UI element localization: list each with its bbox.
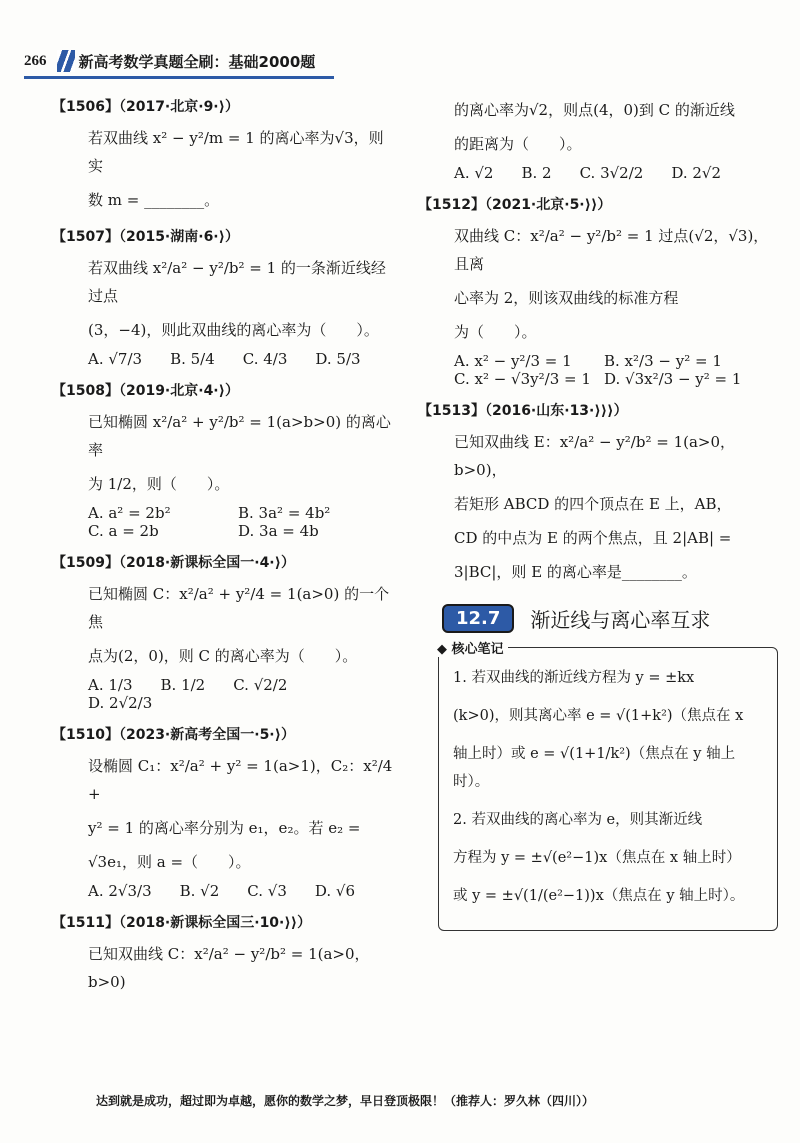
- core-note-box: [437, 642, 778, 931]
- option-row: [88, 350, 396, 368]
- question-line: 已知椭圆 C：x²/a² + y²/4 = 1(a>0) 的一个焦: [88, 585, 390, 631]
- question-header: [52, 912, 396, 932]
- option: D. 2√2: [671, 164, 722, 182]
- right-column: [418, 96, 772, 931]
- page-header: [24, 48, 315, 74]
- option: D. 5/3: [315, 350, 361, 368]
- question-source: （2019·北京·4·⟩）: [118, 383, 240, 399]
- question-id: 【1510】: [52, 727, 119, 743]
- note-line: 或 y = ±√(1/(e²−1))x（焦点在 y 轴上时）。: [453, 888, 745, 904]
- question-line: 点为(2，0)，则 C 的离心率为（ ）。: [88, 647, 358, 665]
- question-header: [418, 400, 772, 420]
- question-id: 【1513】: [418, 403, 485, 419]
- option-grid: [88, 504, 396, 540]
- header-stripe-icon: [57, 50, 75, 72]
- option-row: [88, 676, 396, 712]
- question-block: [418, 400, 772, 586]
- option: A. a² = 2b²: [88, 504, 171, 522]
- question-id: 【1512】: [418, 197, 485, 213]
- option: A. 2√3/3: [88, 882, 152, 900]
- question-line: 若双曲线 x²/a² − y²/b² = 1 的一条渐近线经过点: [88, 259, 386, 305]
- question-line: 3|BC|，则 E 的离心率是________。: [454, 563, 697, 581]
- question-line: 为 1/2，则（ ）。: [88, 475, 230, 493]
- question-header: [52, 96, 396, 116]
- option: B. x²/3 − y² = 1: [604, 352, 722, 370]
- option-grid: [454, 352, 772, 388]
- question-line: 已知双曲线 C：x²/a² − y²/b² = 1(a>0，b>0): [88, 945, 370, 991]
- question-line: y² = 1 的离心率分别为 e₁，e₂。若 e₂ =: [88, 819, 361, 837]
- question-id: 【1506】: [52, 99, 119, 115]
- question-block: [52, 380, 396, 540]
- note-line: 2. 若双曲线的离心率为 e，则其渐近线: [453, 812, 703, 828]
- footer-quote: 达到就是成功，超过即为卓越，愿你的数学之梦，早日登顶极限！（推荐人：罗久林（四川））: [96, 1094, 595, 1108]
- option: D. √3x²/3 − y² = 1: [604, 370, 742, 388]
- question-line: 双曲线 C：x²/a² − y²/b² = 1 过点(√2，√3)，且离: [454, 227, 769, 273]
- question-block: [418, 194, 772, 388]
- question-line: 若矩形 ABCD 的四个顶点在 E 上，AB，: [454, 495, 732, 513]
- question-line: 的离心率为√2，则点(4，0)到 C 的渐近线: [454, 101, 735, 119]
- question-line: 设椭圆 C₁：x²/a² + y² = 1(a>1)，C₂：x²/4 +: [88, 757, 393, 803]
- option: A. √7/3: [88, 350, 143, 368]
- option: B. 3a² = 4b²: [238, 504, 331, 522]
- question-block: [52, 226, 396, 368]
- option: D. 2√2/3: [88, 694, 153, 712]
- question-source: （2021·北京·5·⟩⟩）: [484, 197, 612, 213]
- option: C. 3√2/2: [579, 164, 644, 182]
- note-tag-label: 核心笔记: [451, 642, 504, 657]
- question-line: √3e₁，则 a =（ ）。: [88, 853, 251, 871]
- option: C. a = 2b: [88, 522, 159, 540]
- question-id: 【1509】: [52, 555, 119, 571]
- question-block: [432, 96, 772, 182]
- question-id: 【1511】: [52, 915, 119, 931]
- option-row: [454, 164, 772, 182]
- book-subtitle: 基础2000题: [228, 52, 316, 71]
- note-line: 方程为 y = ±√(e²−1)x（焦点在 x 轴上时）: [453, 850, 741, 866]
- question-header: [418, 194, 772, 214]
- note-tag: ◆ 核心笔记: [433, 638, 508, 657]
- option: C. x² − √3y²/3 = 1: [454, 370, 591, 388]
- question-line: 的距离为（ ）。: [454, 135, 582, 153]
- page-number: 266: [24, 52, 47, 69]
- note-line: (k>0)，则其离心率 e = √(1+k²)（焦点在 x: [453, 708, 744, 724]
- question-line: 已知椭圆 x²/a² + y²/b² = 1(a>b>0) 的离心率: [88, 413, 391, 459]
- question-source: （2015·湖南·6·⟩）: [118, 229, 240, 245]
- option: A. x² − y²/3 = 1: [454, 352, 572, 370]
- question-line: 若双曲线 x² − y²/m = 1 的离心率为√3，则实: [88, 129, 384, 175]
- question-line: 已知双曲线 E：x²/a² − y²/b² = 1(a>0，b>0)，: [454, 433, 736, 479]
- option-row: [88, 882, 396, 900]
- header-rule: [24, 76, 334, 79]
- section-number: 12.7: [442, 604, 514, 633]
- option: A. 1/3: [88, 676, 133, 694]
- option: B. √2: [179, 882, 220, 900]
- question-block: [52, 96, 396, 214]
- question-line: 数 m = ________。: [88, 191, 220, 209]
- option: C. 4/3: [242, 350, 288, 368]
- question-line: (3，−4)，则此双曲线的离心率为（ ）。: [88, 321, 379, 339]
- question-block: [52, 552, 396, 712]
- question-id: 【1508】: [52, 383, 119, 399]
- question-line: 为（ ）。: [454, 323, 537, 341]
- question-header: [52, 380, 396, 400]
- book-title: 新高考数学真题全刷：: [78, 52, 229, 71]
- option: D. √6: [314, 882, 356, 900]
- question-source: （2018·新课标全国一·4·⟩）: [118, 555, 296, 571]
- note-line: 1. 若双曲线的渐近线方程为 y = ±kx: [453, 670, 695, 686]
- option: A. √2: [454, 164, 494, 182]
- question-source: （2016·山东·13·⟩⟩⟩）: [484, 403, 628, 419]
- option: C. √2/2: [233, 676, 288, 694]
- option: B. 2: [521, 164, 552, 182]
- option: B. 1/2: [160, 676, 206, 694]
- section-heading: [442, 604, 772, 633]
- question-header: [52, 226, 396, 246]
- option: D. 3a = 4b: [238, 522, 319, 540]
- question-id: 【1507】: [52, 229, 119, 245]
- option: C. √3: [247, 882, 287, 900]
- question-line: 心率为 2，则该双曲线的标准方程: [454, 289, 679, 307]
- question-line: CD 的中点为 E 的两个焦点，且 2|AB| =: [454, 529, 732, 547]
- option: B. 5/4: [170, 350, 215, 368]
- left-column: [52, 96, 396, 1008]
- question-source: （2023·新高考全国一·5·⟩）: [118, 727, 296, 743]
- question-source: （2018·新课标全国三·10·⟩⟩）: [118, 915, 312, 931]
- note-line: 轴上时）或 e = √(1+1/k²)（焦点在 y 轴上时）。: [453, 746, 736, 790]
- question-header: [52, 552, 396, 572]
- section-title: 渐近线与离心率互求: [530, 608, 711, 632]
- question-header: [52, 724, 396, 744]
- question-block: [52, 912, 396, 996]
- question-block: [52, 724, 396, 900]
- question-source: （2017·北京·9·⟩）: [118, 99, 240, 115]
